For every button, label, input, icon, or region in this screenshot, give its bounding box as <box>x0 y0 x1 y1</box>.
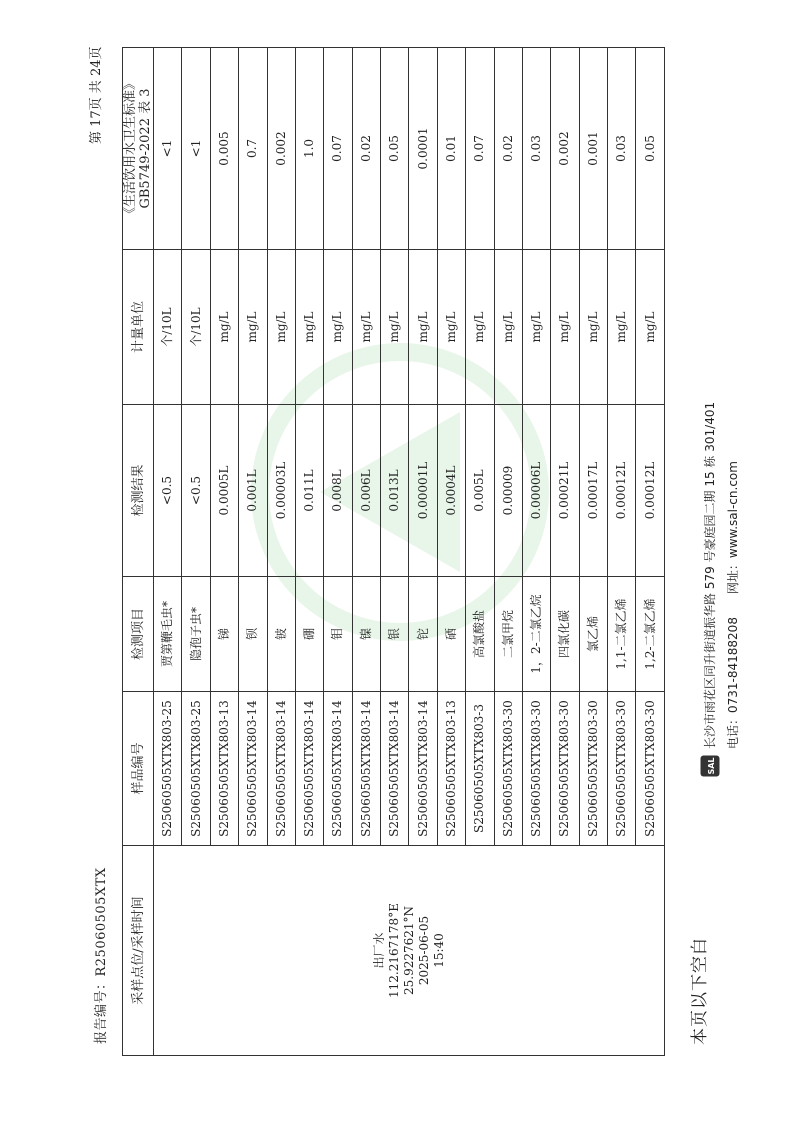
cell-result: 0.00006L <box>522 405 550 577</box>
cell-item: 钡 <box>239 577 267 692</box>
cell-item: 二氯甲烷 <box>494 577 522 692</box>
cell-item: 1，2-二氯乙烷 <box>522 577 550 692</box>
cell-unit: mg/L <box>608 250 636 405</box>
cell-sample: S25060505XTX803-3 <box>466 692 494 846</box>
cell-result: <0.5 <box>154 405 182 577</box>
site-cell <box>154 846 665 1056</box>
cell-unit: mg/L <box>466 250 494 405</box>
cell-item: 隐孢子虫* <box>182 577 210 692</box>
cell-limit: 0.01 <box>437 48 465 250</box>
cell-item: 1,1-二氯乙烯 <box>608 577 636 692</box>
cell-result: 0.013L <box>381 405 409 577</box>
cell-limit: 0.05 <box>636 48 665 250</box>
header-site: 采样点位/采样时间 <box>123 846 154 1056</box>
cell-limit: 0.02 <box>494 48 522 250</box>
end-note: 本页以下空白 <box>690 937 710 1045</box>
cell-result: 0.00012L <box>608 405 636 577</box>
cell-sample: S25060505XTX803-30 <box>494 692 522 846</box>
cell-limit: 0.07 <box>466 48 494 250</box>
cell-unit: mg/L <box>409 250 437 405</box>
site-name: 出厂水 <box>371 932 386 969</box>
cell-sample: S25060505XTX803-14 <box>381 692 409 846</box>
cell-sample: S25060505XTX803-30 <box>608 692 636 846</box>
cell-limit: 0.0001 <box>409 48 437 250</box>
cell-unit: mg/L <box>579 250 607 405</box>
cell-unit: mg/L <box>494 250 522 405</box>
cell-limit: 0.002 <box>551 48 579 250</box>
cell-result: 0.011L <box>295 405 323 577</box>
page-number: 第 17页 共 24页 <box>89 46 104 144</box>
cell-result: 0.0005L <box>210 405 238 577</box>
cell-sample: S25060505XTX803-14 <box>352 692 380 846</box>
cell-result: <0.5 <box>182 405 210 577</box>
cell-result: 0.00001L <box>409 405 437 577</box>
cell-result: 0.001L <box>239 405 267 577</box>
cell-result: 0.006L <box>352 405 380 577</box>
cell-unit: 个/10L <box>154 250 182 405</box>
site-lon: 112.2167178°E <box>386 903 401 998</box>
header-standard <box>123 48 154 250</box>
cell-item: 硒 <box>437 577 465 692</box>
cell-sample: S25060505XTX803-30 <box>579 692 607 846</box>
cell-limit: <1 <box>154 48 182 250</box>
header-sample: 样品编号 <box>123 692 154 846</box>
cell-limit: 0.7 <box>239 48 267 250</box>
cell-result: 0.00009 <box>494 405 522 577</box>
header-standard-line1: 《生活饮用水卫生标准》 <box>123 77 138 221</box>
header-unit: 计量单位 <box>123 250 154 405</box>
cell-sample: S25060505XTX803-30 <box>551 692 579 846</box>
cell-sample: S25060505XTX803-25 <box>154 692 182 846</box>
cell-sample: S25060505XTX803-25 <box>182 692 210 846</box>
header-item: 检测项目 <box>123 577 154 692</box>
cell-item: 高氯酸盐 <box>466 577 494 692</box>
footer-address: 长沙市雨花区同升街道振华路 579 号豪庭园二期 15 栋 301/401 <box>703 401 717 749</box>
cell-sample: S25060505XTX803-14 <box>324 692 352 846</box>
cell-limit: 1.0 <box>295 48 323 250</box>
cell-item: 银 <box>381 577 409 692</box>
cell-limit: 0.02 <box>352 48 380 250</box>
cell-limit: 0.05 <box>381 48 409 250</box>
cell-unit: mg/L <box>295 250 323 405</box>
header-standard-line2: GB5749-2022 表 3 <box>138 88 153 209</box>
cell-item: 锑 <box>210 577 238 692</box>
cell-item: 贾第鞭毛虫* <box>154 577 182 692</box>
cell-limit: 0.002 <box>267 48 295 250</box>
cell-unit: mg/L <box>437 250 465 405</box>
cell-unit: mg/L <box>239 250 267 405</box>
table-header-row <box>123 48 154 1056</box>
cell-item: 钼 <box>324 577 352 692</box>
site-time: 15:40 <box>431 933 446 968</box>
cell-item: 镍 <box>352 577 380 692</box>
report-number: 报告编号：R25060505XTX <box>94 867 109 1044</box>
cell-limit: <1 <box>182 48 210 250</box>
cell-limit: 0.001 <box>579 48 607 250</box>
cell-sample: S25060505XTX803-13 <box>210 692 238 846</box>
results-table <box>122 47 665 1056</box>
cell-item: 铊 <box>409 577 437 692</box>
cell-unit: mg/L <box>352 250 380 405</box>
cell-result: 0.00017L <box>579 405 607 577</box>
cell-result: 0.00021L <box>551 405 579 577</box>
cell-result: 0.00012L <box>636 405 665 577</box>
svg-text:SAL: SAL <box>707 757 716 775</box>
cell-unit: mg/L <box>210 250 238 405</box>
table-row <box>154 48 182 1056</box>
cell-item: 硼 <box>295 577 323 692</box>
cell-result: 0.008L <box>324 405 352 577</box>
cell-sample: S25060505XTX803-14 <box>409 692 437 846</box>
footer-website: 网址：www.sal-cn.com <box>726 461 740 595</box>
cell-limit: 0.03 <box>522 48 550 250</box>
cell-result: 0.00003L <box>267 405 295 577</box>
cell-limit: 0.005 <box>210 48 238 250</box>
cell-sample: S25060505XTX803-14 <box>239 692 267 846</box>
cell-unit: mg/L <box>522 250 550 405</box>
cell-item: 铍 <box>267 577 295 692</box>
site-date: 2025-06-05 <box>416 915 431 986</box>
footer-contact <box>724 461 741 749</box>
cell-sample: S25060505XTX803-14 <box>295 692 323 846</box>
cell-sample: S25060505XTX803-14 <box>267 692 295 846</box>
cell-sample: S25060505XTX803-30 <box>522 692 550 846</box>
sal-logo-icon <box>700 755 720 777</box>
header-result: 检测结果 <box>123 405 154 577</box>
cell-sample: S25060505XTX803-30 <box>636 692 665 846</box>
cell-unit: mg/L <box>551 250 579 405</box>
cell-unit: mg/L <box>324 250 352 405</box>
cell-unit: mg/L <box>381 250 409 405</box>
cell-limit: 0.03 <box>608 48 636 250</box>
cell-result: 0.0004L <box>437 405 465 577</box>
cell-limit: 0.07 <box>324 48 352 250</box>
cell-item: 四氯化碳 <box>551 577 579 692</box>
cell-unit: 个/10L <box>182 250 210 405</box>
cell-sample: S25060505XTX803-13 <box>437 692 465 846</box>
cell-unit: mg/L <box>636 250 665 405</box>
cell-item: 1,2-二氯乙烯 <box>636 577 665 692</box>
cell-result: 0.005L <box>466 405 494 577</box>
site-lat: 25.9227621°N <box>401 905 416 996</box>
cell-item: 氯乙烯 <box>579 577 607 692</box>
cell-unit: mg/L <box>267 250 295 405</box>
footer-phone: 电话：0731-84188208 <box>726 617 740 749</box>
